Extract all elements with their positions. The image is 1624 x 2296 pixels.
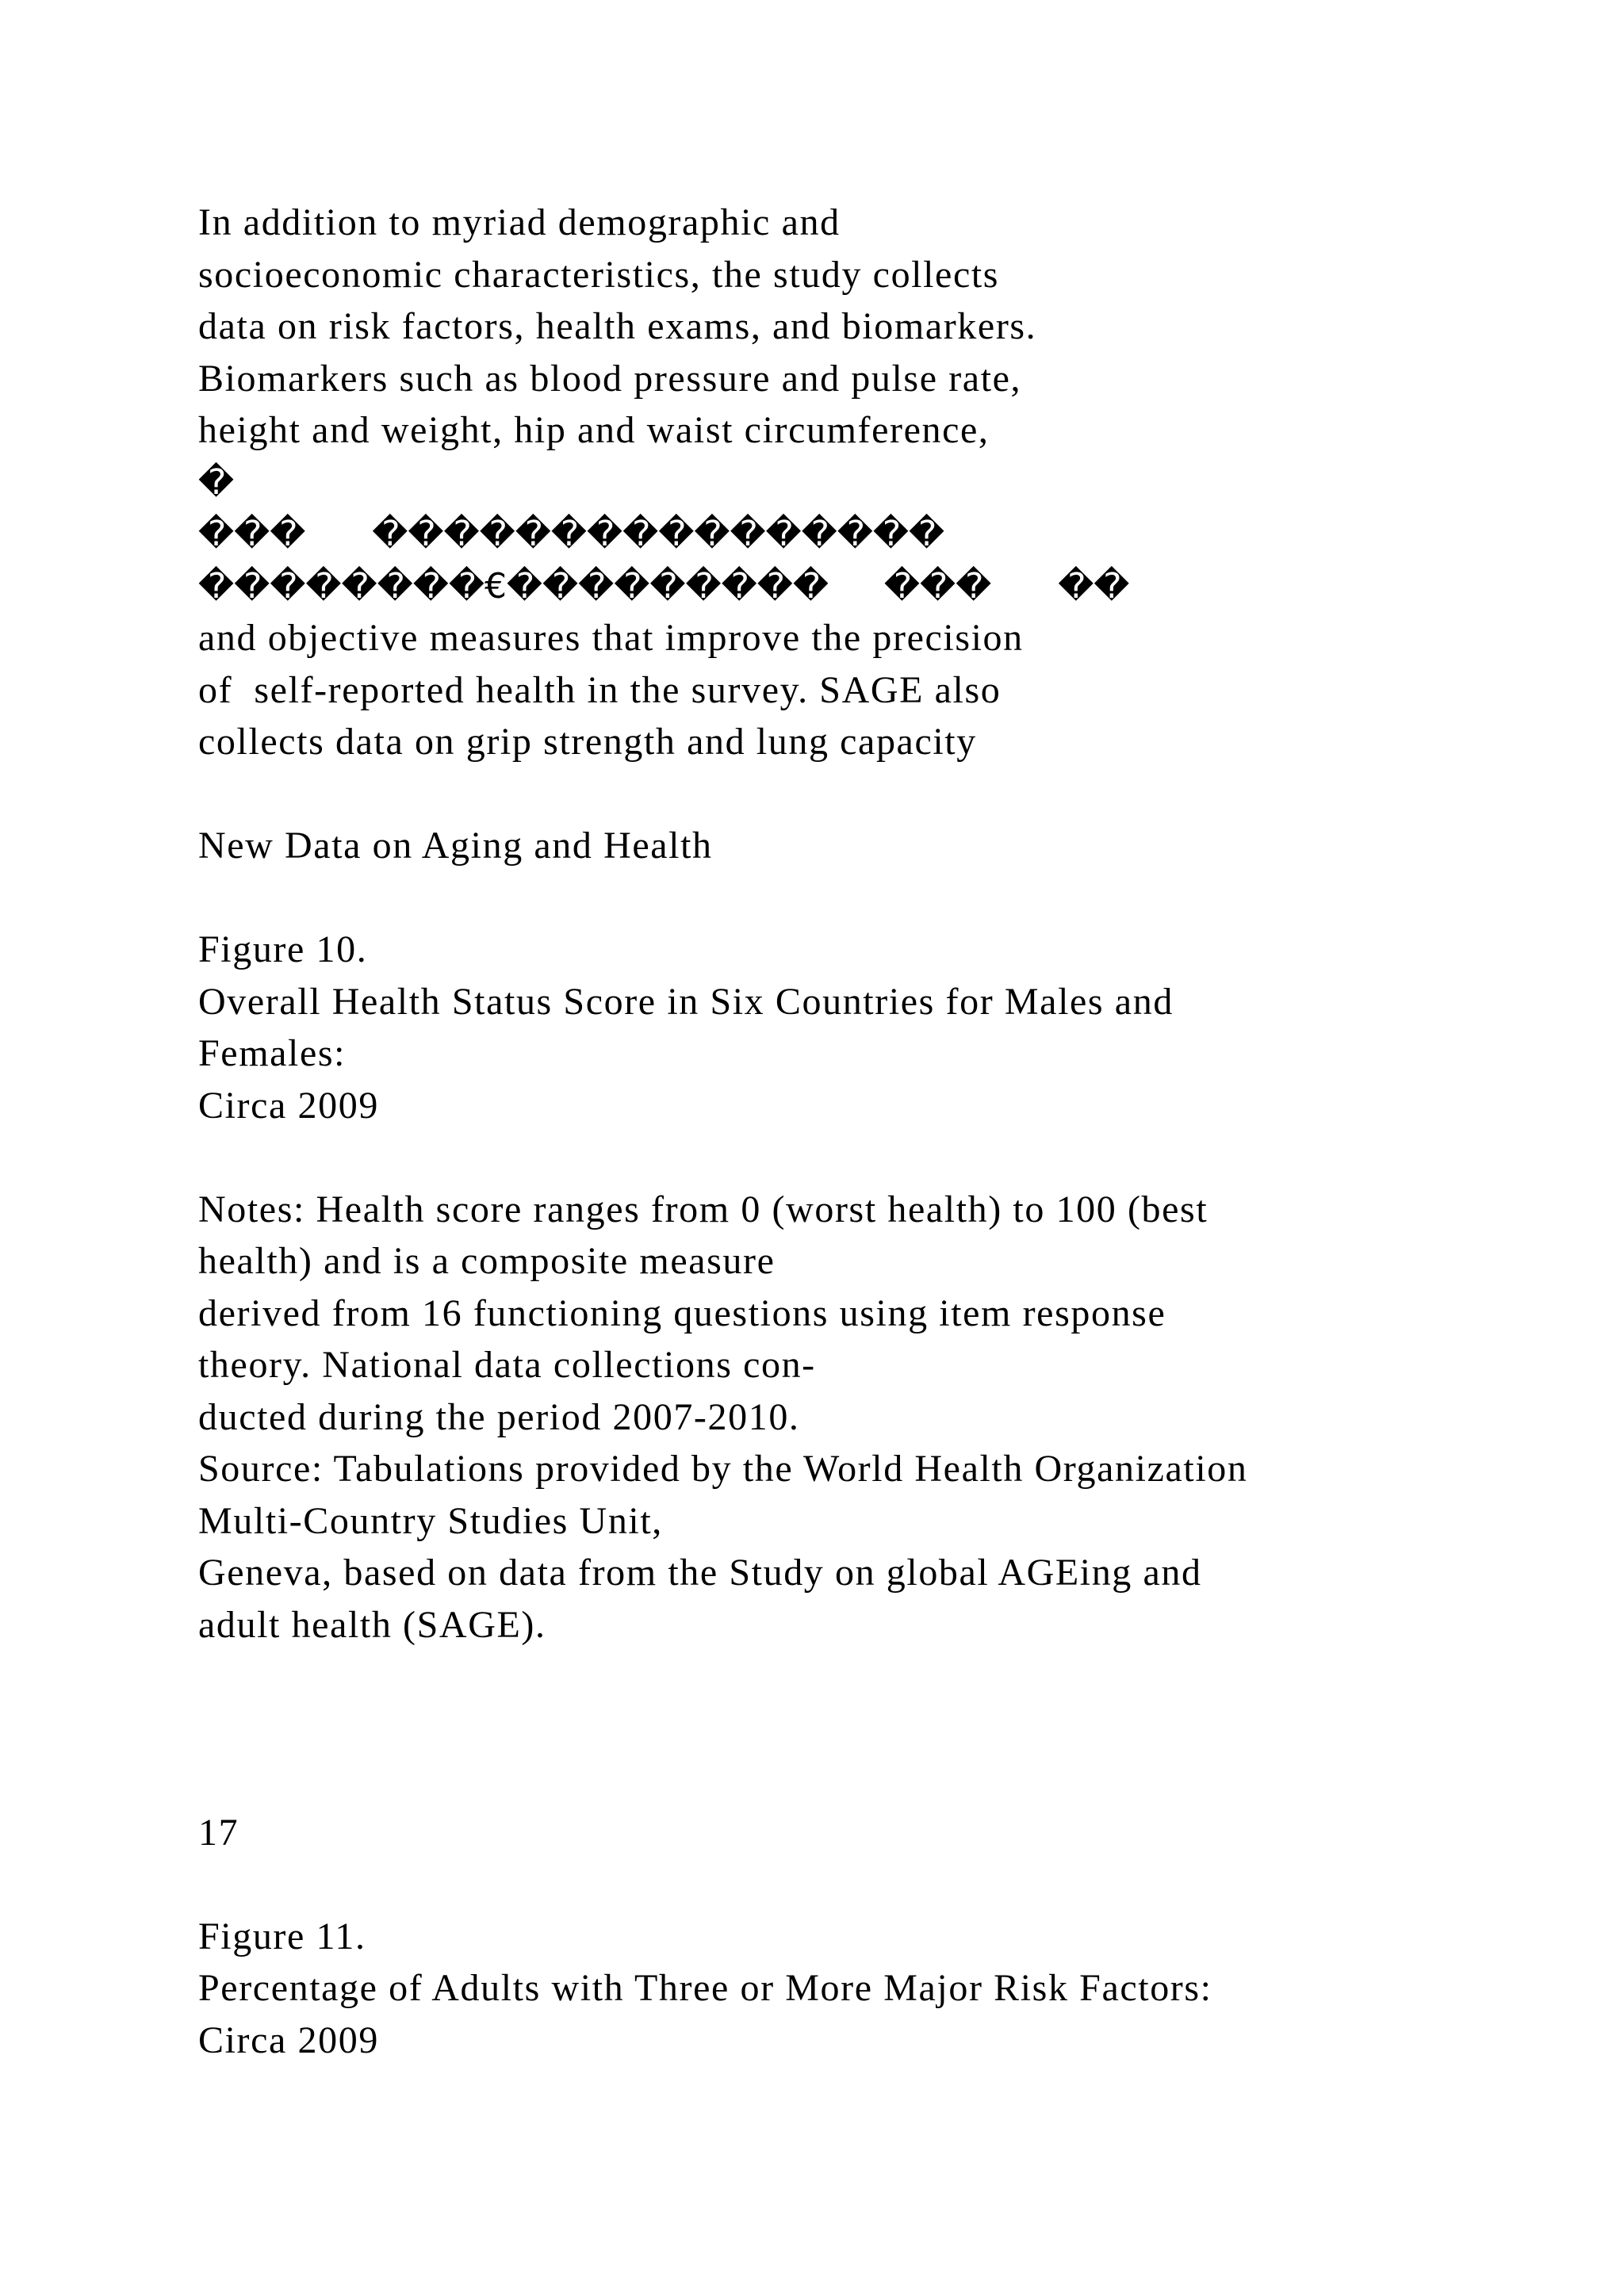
figure-title-line: Females: xyxy=(198,1032,347,1074)
figure-title-line: Percentage of Adults with Three or More Major Risk Factors: xyxy=(198,1967,1212,2009)
text-line: socioeconomic characteristics, the study collects xyxy=(198,253,1000,296)
text-line: Biomarkers such as blood pressure and pulse rate, xyxy=(198,357,1022,400)
figure-title-line: Circa 2009 xyxy=(198,1084,379,1127)
notes-line: theory. National data collections con- xyxy=(198,1344,816,1386)
figure-10-caption xyxy=(198,924,1546,1131)
garbled-text-block xyxy=(198,457,1546,613)
garbled-line: ��������€��������� ��� �� xyxy=(198,565,1130,607)
spacer xyxy=(198,1858,1546,1911)
notes-line: adult health (SAGE). xyxy=(198,1603,546,1646)
figure-11-caption xyxy=(198,1911,1546,2067)
notes-line: ducted during the period 2007-2010. xyxy=(198,1395,800,1438)
text-line: and objective measures that improve the precision xyxy=(198,617,1024,659)
figure-title-line: Overall Health Status Score in Six Countries for Males and xyxy=(198,980,1174,1023)
figure-label: Figure 11. xyxy=(198,1915,366,1957)
spacer xyxy=(198,1755,1546,1807)
text-line: data on risk factors, health exams, and biomarkers. xyxy=(198,305,1037,347)
notes-line: Multi-Country Studies Unit, xyxy=(198,1499,663,1542)
text-line: In addition to myriad demographic and xyxy=(198,201,841,243)
spacer xyxy=(198,872,1546,924)
spacer xyxy=(198,1703,1546,1755)
garbled-line: ��� ���������������� xyxy=(198,514,945,554)
notes-line: health) and is a composite measure xyxy=(198,1240,776,1282)
spacer xyxy=(198,1131,1546,1184)
figure-label: Figure 10. xyxy=(198,928,368,970)
section-heading: New Data on Aging and Health xyxy=(198,825,713,867)
notes-line: derived from 16 functioning questions using item response xyxy=(198,1292,1166,1334)
spacer xyxy=(198,768,1546,821)
text-line: collects data on grip strength and lung capacity xyxy=(198,721,977,763)
text-line: height and weight, hip and waist circumference, xyxy=(198,409,990,451)
notes-line: Geneva, based on data from the Study on global AGEing and xyxy=(198,1552,1202,1594)
page-number: 17 xyxy=(198,1811,239,1854)
biomarker-paragraph xyxy=(198,612,1546,768)
document-body xyxy=(198,197,1546,2066)
figure-notes xyxy=(198,1184,1546,1651)
spacer xyxy=(198,1651,1546,1703)
notes-line: Source: Tabulations provided by the World Health Organization xyxy=(198,1448,1248,1490)
figure-title-line: Circa 2009 xyxy=(198,2019,379,2061)
intro-paragraph xyxy=(198,197,1546,457)
garbled-line: � xyxy=(198,461,235,503)
text-line: of self-reported health in the survey. SAGE also xyxy=(198,668,1002,711)
notes-line: Notes: Health score ranges from 0 (worst health) to 100 (best xyxy=(198,1188,1208,1230)
